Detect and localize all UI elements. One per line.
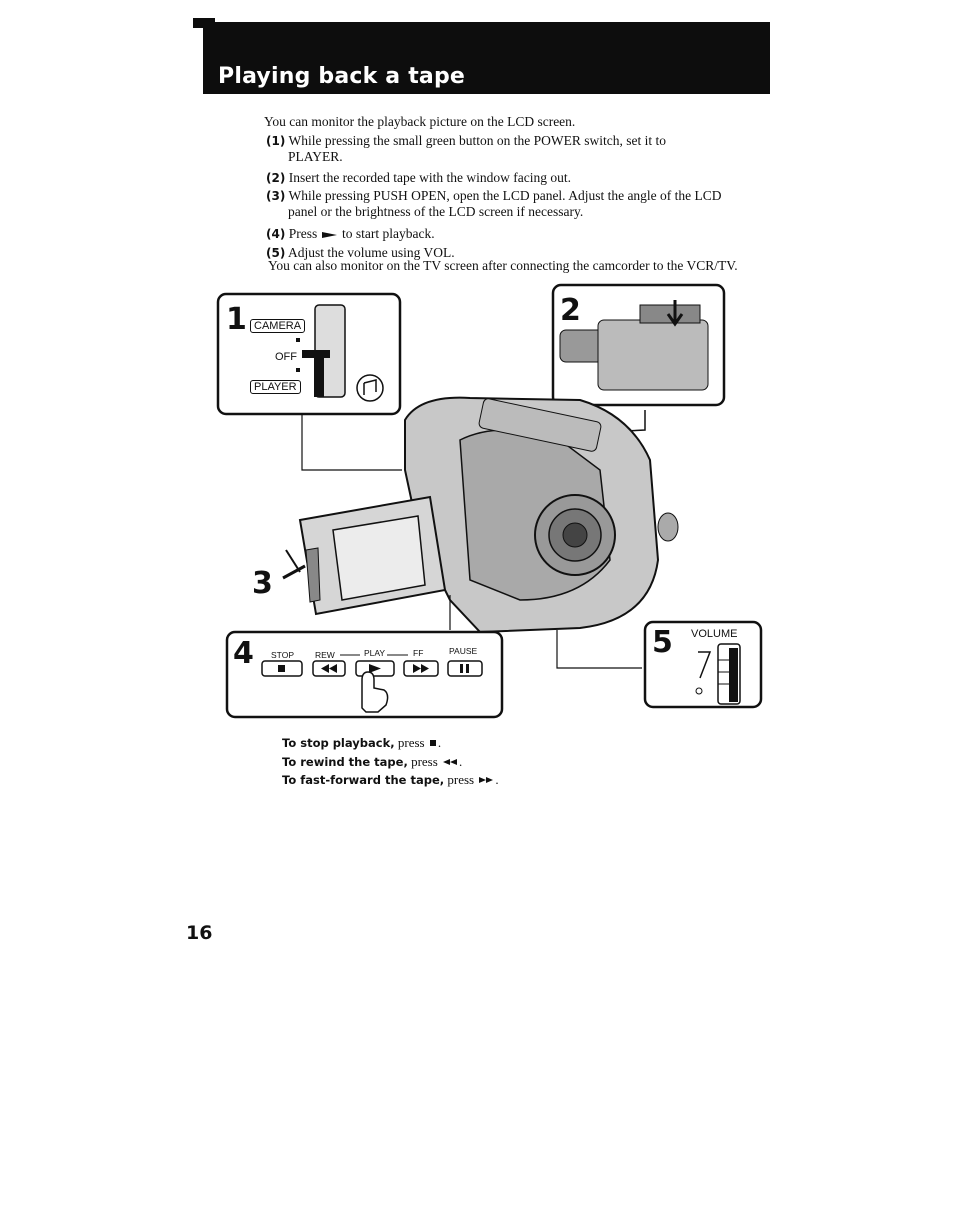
tip-text: press xyxy=(407,753,438,769)
stop-label: STOP xyxy=(271,650,294,660)
lcd-screen xyxy=(333,516,425,600)
player-label: PLAYER xyxy=(250,380,301,394)
rewind-button xyxy=(313,661,345,676)
play-label: PLAY xyxy=(364,648,386,658)
step-text: Insert the recorded tape with the window facing out. xyxy=(288,170,571,185)
outro-text: You can also monitor on the TV screen after connecting the camcorder to the VCR/TV. xyxy=(268,258,738,273)
stop-icon xyxy=(428,738,438,748)
page-number: 16 xyxy=(186,922,213,944)
step-number: (2) xyxy=(266,171,286,185)
step-text: While pressing PUSH OPEN, open the LCD panel. Adjust the angle of the LCD xyxy=(288,188,722,203)
finger-press-icon xyxy=(362,672,388,712)
step-text: Press xyxy=(288,226,318,241)
panel-1-number: 1 xyxy=(226,302,247,337)
panel-2-number: 2 xyxy=(560,293,581,328)
fast-forward-button xyxy=(404,661,438,676)
tip-bold: To fast-forward the tape, xyxy=(282,773,445,787)
tip-text: press xyxy=(444,772,475,787)
page-title: Playing back a tape xyxy=(218,64,466,89)
tip-text: press xyxy=(394,735,425,750)
step-text-cont: PLAYER. xyxy=(288,149,343,164)
rew-label: REW xyxy=(315,650,335,660)
stop-icon xyxy=(278,665,285,672)
step-number: (4) xyxy=(266,227,286,241)
pause-label: PAUSE xyxy=(449,646,478,656)
off-label: OFF xyxy=(275,351,297,363)
tip-bold: To rewind the tape, xyxy=(282,754,408,769)
panel-4-number: 4 xyxy=(233,636,254,671)
step-number: (1) xyxy=(266,134,286,148)
volume-label: VOLUME xyxy=(691,628,738,640)
camera-label: CAMERA xyxy=(250,319,305,333)
step-text: Adjust the volume using VOL. xyxy=(287,245,455,260)
cassette-icon xyxy=(640,305,700,323)
stop-button xyxy=(262,661,302,676)
step-number: (5) xyxy=(266,246,286,260)
rewind-icon xyxy=(441,757,459,767)
callout-line xyxy=(302,414,402,470)
green-button-icon xyxy=(357,375,383,401)
step-text-cont: panel or the brightness of the LCD screen if necessary. xyxy=(288,204,584,219)
volume-down-icon xyxy=(696,688,702,694)
tip-stop: To stop playback, press . xyxy=(282,735,442,750)
intro-text: You can monitor the playback picture on the LCD screen. xyxy=(264,114,576,129)
volume-up-icon xyxy=(698,652,710,678)
tip-rewind: To rewind the tape, press . xyxy=(282,753,463,769)
tip-fast-forward: To fast-forward the tape, press . xyxy=(282,772,499,787)
panel-5-number: 5 xyxy=(652,625,673,660)
tips-list xyxy=(282,734,499,790)
ff-label: FF xyxy=(413,648,424,658)
play-button xyxy=(356,661,394,676)
pause-button xyxy=(448,661,482,676)
panel-3-number: 3 xyxy=(252,566,273,601)
cassette-compartment xyxy=(598,320,708,390)
fast-forward-icon xyxy=(477,775,495,785)
step-text: While pressing the small green button on the POWER switch, set it to xyxy=(288,133,667,148)
step-text: to start playback. xyxy=(341,226,435,241)
tip-bold: To stop playback, xyxy=(282,736,395,750)
step-number: (3) xyxy=(266,189,286,203)
